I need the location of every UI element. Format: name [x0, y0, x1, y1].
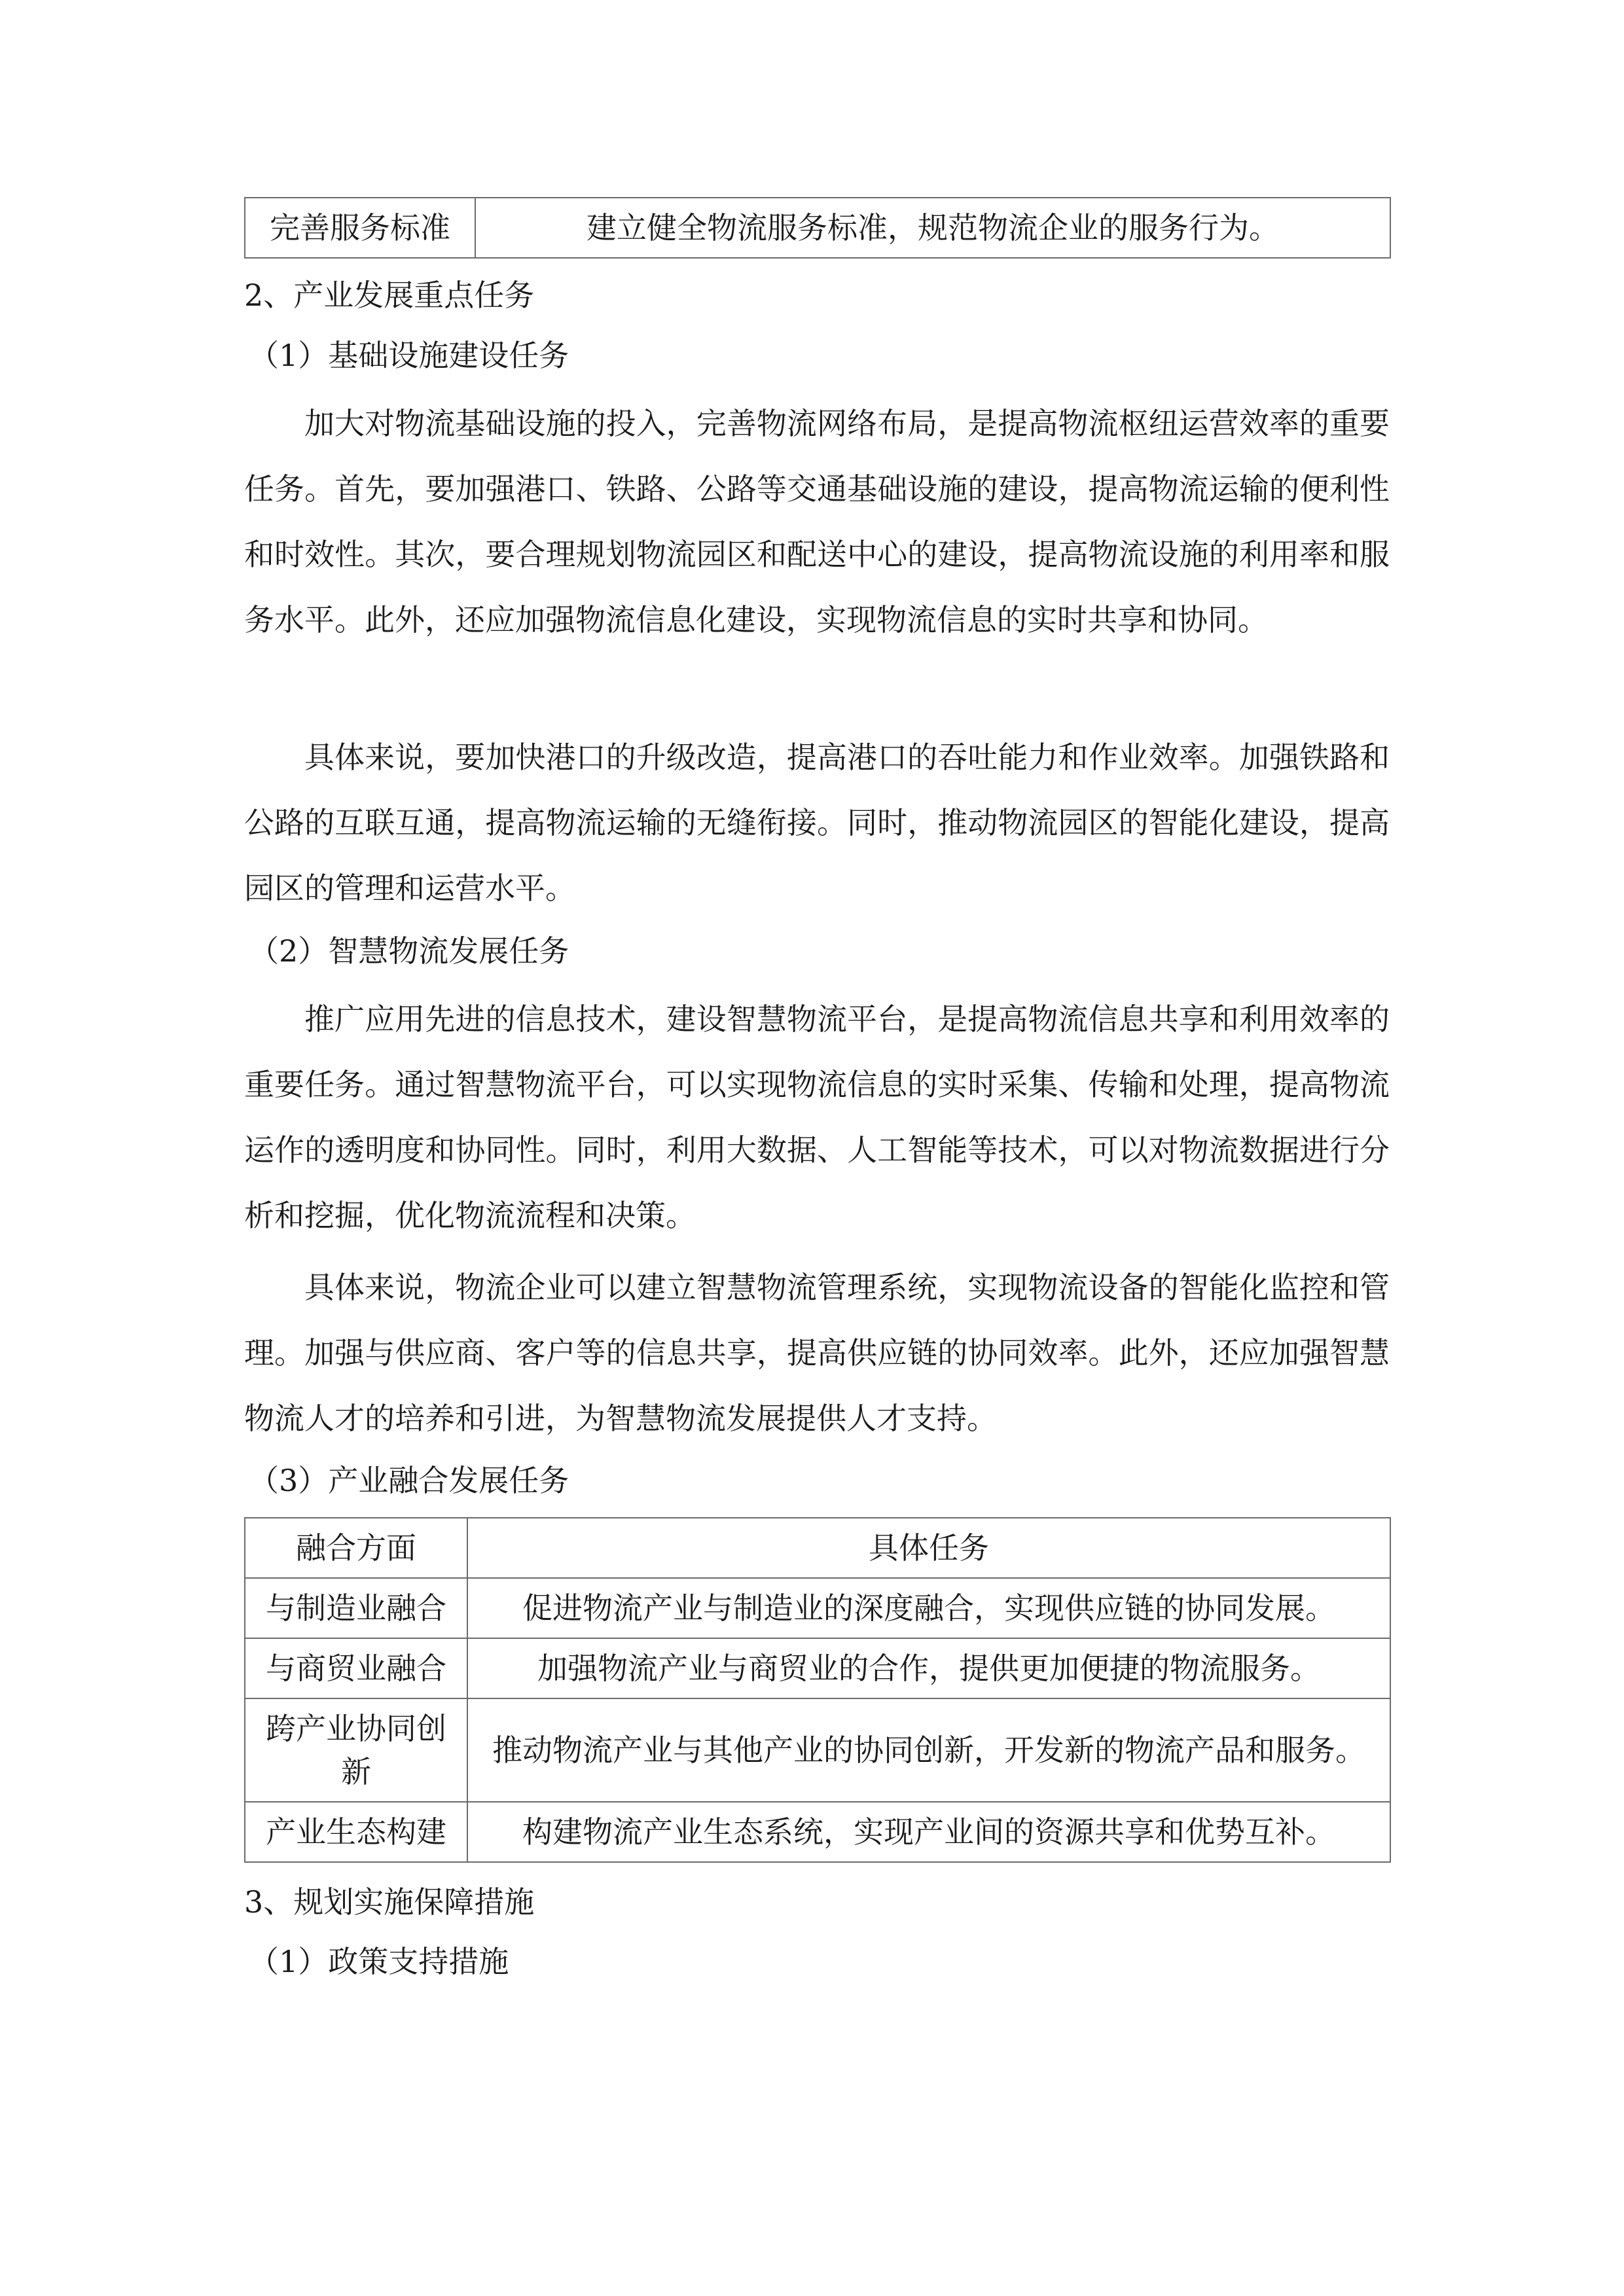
table-cell-aspect: 完善服务标准 [245, 198, 475, 258]
table-cell-task: 促进物流产业与制造业的深度融合，实现供应链的协同发展。 [467, 1578, 1390, 1638]
paragraph: 具体来说，要加快港口的升级改造，提高港口的吞吐能力和作业效率。加强铁路和公路的互联互通，提高物流运输的无缝衔接。同时，推动物流园区的智能化建设，提高园区的管理和运营水平。 [244, 740, 1390, 906]
table-header-row [245, 1518, 1390, 1578]
table-cell-task: 建立健全物流服务标准，规范物流企业的服务行为。 [475, 198, 1390, 258]
table-header-task: 具体任务 [467, 1518, 1390, 1578]
section-heading: 3、规划实施保障措施 [244, 1884, 535, 1920]
table-cell-aspect: 跨产业协同创新 [245, 1698, 467, 1802]
table-row [245, 1698, 1390, 1802]
table-cell-aspect: 与商贸业融合 [245, 1638, 467, 1698]
service-standard-table [244, 197, 1391, 259]
industry-fusion-table [244, 1517, 1391, 1863]
paragraph: 具体来说，物流企业可以建立智慧物流管理系统，实现物流设备的智能化监控和管理。加强与供应商、客户等的信息共享，提高供应链的协同效率。此外，还应加强智慧物流人才的培养和引进，为智慧物流发展提供人才支持。 [244, 1270, 1390, 1436]
table-cell-task: 构建物流产业生态系统，实现产业间的资源共享和优势互补。 [467, 1802, 1390, 1862]
table-cell-task: 加强物流产业与商贸业的合作，提供更加便捷的物流服务。 [467, 1638, 1390, 1698]
table-row [245, 1578, 1390, 1638]
table-row [245, 198, 1390, 258]
paragraph: 加大对物流基础设施的投入，完善物流网络布局，是提高物流枢纽运营效率的重要任务。首先，要加强港口、铁路、公路等交通基础设施的建设，提高物流运输的便利性和时效性。其次，要合理规划物流园区和配送中心的建设，提高物流设施的利用率和服务水平。此外，还应加强物流信息化建设，实现物流信息的实时共享和协同。 [244, 406, 1390, 637]
table-cell-aspect: 产业生态构建 [245, 1802, 467, 1862]
subsection-heading: （2）智慧物流发展任务 [249, 933, 569, 969]
subsection-heading: （1）基础设施建设任务 [249, 338, 569, 373]
table-cell-task: 推动物流产业与其他产业的协同创新，开发新的物流产品和服务。 [467, 1698, 1390, 1802]
table-row [245, 1802, 1390, 1862]
table-row [245, 1638, 1390, 1698]
section-heading: 2、产业发展重点任务 [244, 278, 535, 313]
table-cell-aspect: 与制造业融合 [245, 1578, 467, 1638]
table-header-aspect: 融合方面 [245, 1518, 467, 1578]
subsection-heading: （1）政策支持措施 [249, 1944, 509, 1979]
subsection-heading: （3）产业融合发展任务 [249, 1463, 569, 1498]
paragraph: 推广应用先进的信息技术，建设智慧物流平台，是提高物流信息共享和利用效率的重要任务。通过智慧物流平台，可以实现物流信息的实时采集、传输和处理，提高物流运作的透明度和协同性。同时，利用大数据、人工智能等技术，可以对物流数据进行分析和挖掘，优化物流流程和决策。 [244, 1001, 1390, 1233]
